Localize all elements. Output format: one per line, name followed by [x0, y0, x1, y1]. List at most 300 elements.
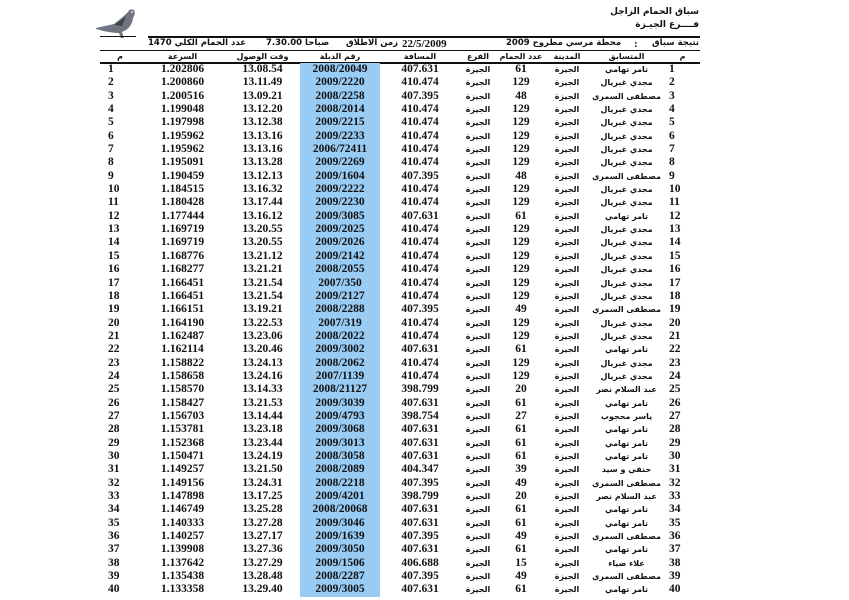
cell-speed: 1.146749 — [160, 503, 205, 516]
table-row — [100, 343, 700, 356]
cell-rank-left: 26 — [108, 396, 120, 409]
cell-branch: الجيزة — [465, 265, 491, 275]
cell-rank-right: 39 — [669, 570, 681, 583]
cell-rank-left: 24 — [108, 369, 120, 382]
cell-rank-left: 7 — [108, 143, 114, 156]
cell-rank-left: 6 — [108, 129, 114, 142]
cell-arrival-time: 13.20.55 — [242, 236, 283, 249]
cell-branch: الجيزة — [465, 78, 491, 88]
cell-rank-right: 30 — [669, 449, 681, 462]
pigeon-logo-icon — [92, 6, 144, 40]
cell-arrival-time: 13.27.28 — [242, 516, 283, 529]
cell-speed: 1.177444 — [160, 209, 205, 222]
cell-arrival-time: 13.21.54 — [242, 276, 283, 289]
column-header-competitor: المتسابق — [608, 52, 645, 61]
cell-distance: 407.631 — [401, 503, 439, 516]
cell-city: الجيزة — [554, 305, 580, 315]
cell-arrival-time: 13.21.12 — [242, 249, 283, 262]
cell-rank-left: 40 — [108, 583, 120, 596]
cell-branch: الجيزة — [465, 91, 491, 101]
cell-speed: 1.135438 — [160, 570, 205, 583]
cell-competitor: مجدي غبريال — [600, 198, 653, 208]
cell-branch: الجيزة — [465, 492, 491, 501]
cell-speed: 1.158822 — [160, 356, 205, 369]
table-row — [100, 263, 700, 276]
cell-city: الجيزة — [554, 345, 580, 355]
cell-distance: 410.474 — [401, 369, 439, 382]
cell-pigeon-count: 129 — [512, 356, 530, 369]
cell-arrival-time: 13.13.28 — [242, 156, 283, 169]
race-station: محطة مرسي مطروح 2009 — [506, 38, 622, 48]
cell-branch: الجيزة — [465, 425, 491, 435]
race-result-label: نتيجة سباق — [652, 38, 699, 48]
cell-city: الجيزة — [554, 331, 580, 341]
cell-ring-number: 2009/1604 — [315, 169, 365, 182]
cell-arrival-time: 13.20.46 — [242, 343, 283, 356]
cell-rank-right: 6 — [669, 129, 675, 142]
cell-pigeon-count: 61 — [515, 396, 527, 409]
table-row — [100, 423, 700, 436]
cell-speed: 1.158570 — [160, 383, 205, 396]
cell-pigeon-count: 129 — [512, 263, 530, 276]
cell-pigeon-count: 129 — [512, 183, 530, 196]
cell-pigeon-count: 129 — [512, 156, 530, 169]
cell-distance: 410.474 — [401, 236, 439, 249]
cell-pigeon-count: 129 — [512, 316, 530, 329]
cell-speed: 1.166451 — [160, 276, 205, 289]
table-row — [100, 290, 700, 303]
cell-branch: الجيزة — [465, 118, 491, 128]
cell-arrival-time: 13.21.54 — [242, 289, 283, 302]
cell-rank-left: 32 — [108, 476, 120, 489]
cell-speed: 1.166151 — [160, 303, 205, 316]
cell-ring-number: 2007/1139 — [315, 369, 365, 382]
cell-branch: الجيزة — [465, 518, 491, 528]
cell-pigeon-count: 61 — [515, 423, 527, 436]
cell-city: الجيزة — [554, 158, 580, 168]
cell-branch: الجيزة — [465, 305, 491, 315]
cell-arrival-time: 13.12.13 — [242, 169, 283, 182]
cell-arrival-time: 13.17.44 — [242, 196, 283, 209]
cell-ring-number: 2008/21127 — [312, 383, 368, 396]
cell-city: الجيزة — [554, 425, 580, 435]
cell-pigeon-count: 129 — [512, 289, 530, 302]
cell-pigeon-count: 129 — [512, 76, 530, 89]
cell-speed: 1.190459 — [160, 169, 205, 182]
cell-rank-right: 13 — [669, 223, 681, 236]
cell-arrival-time: 13.17.25 — [242, 490, 283, 502]
cell-competitor: تامر تهامي — [604, 505, 649, 515]
table-row — [100, 570, 700, 583]
table-row — [100, 170, 700, 183]
cell-arrival-time: 13.24.13 — [242, 356, 283, 369]
cell-rank-right: 2 — [669, 76, 675, 89]
cell-rank-left: 12 — [108, 209, 120, 222]
cell-branch: الجيزة — [465, 371, 491, 381]
cell-ring-number: 2009/4201 — [315, 490, 365, 502]
cell-pigeon-count: 61 — [515, 63, 527, 75]
cell-pigeon-count: 129 — [512, 249, 530, 262]
cell-distance: 410.474 — [401, 276, 439, 289]
cell-competitor: مجدي غبريال — [600, 131, 653, 141]
cell-ring-number: 2009/3013 — [315, 436, 365, 449]
cell-branch: الجيزة — [465, 331, 491, 341]
cell-arrival-time: 13.16.12 — [242, 209, 283, 222]
table-row — [100, 303, 700, 316]
cell-arrival-time: 13.21.21 — [242, 263, 283, 276]
cell-rank-right: 28 — [669, 423, 681, 436]
cell-branch: الجيزة — [465, 131, 491, 141]
cell-rank-right: 29 — [669, 436, 681, 449]
cell-speed: 1.184515 — [160, 183, 205, 196]
cell-arrival-time: 13.23.06 — [242, 329, 283, 342]
cell-rank-right: 14 — [669, 236, 681, 249]
cell-competitor: مجدي غبريال — [600, 265, 653, 275]
table-row — [100, 90, 700, 103]
cell-ring-number: 2009/1506 — [315, 556, 365, 569]
cell-competitor: مصطفى السمري — [592, 478, 661, 488]
cell-speed: 1.162487 — [160, 329, 205, 342]
cell-speed: 1.150471 — [160, 449, 205, 462]
cell-speed: 1.195962 — [160, 129, 205, 142]
table-row — [100, 63, 700, 76]
cell-distance: 410.474 — [401, 103, 439, 116]
cell-city: الجيزة — [554, 131, 580, 141]
cell-pigeon-count: 129 — [512, 143, 530, 156]
column-header-city: المدينة — [553, 52, 581, 61]
release-time: 7.30.00 صباحا — [266, 38, 330, 48]
cell-distance: 410.474 — [401, 356, 439, 369]
cell-pigeon-count: 39 — [515, 463, 527, 476]
cell-branch: الجيزة — [465, 558, 491, 568]
cell-speed: 1.158427 — [160, 396, 205, 409]
cell-branch: الجيزة — [465, 532, 491, 542]
cell-ring-number: 2008/2089 — [315, 463, 365, 476]
cell-branch: الجيزة — [465, 545, 491, 555]
cell-rank-right: 21 — [669, 329, 681, 342]
cell-distance: 410.474 — [401, 289, 439, 302]
column-header-arrival-time: وقت الوصول — [236, 52, 289, 61]
cell-rank-right: 23 — [669, 356, 681, 369]
cell-pigeon-count: 129 — [512, 236, 530, 249]
cell-city: الجيزة — [554, 492, 580, 501]
cell-distance: 407.631 — [401, 543, 439, 556]
cell-ring-number: 2008/2062 — [315, 356, 365, 369]
cell-city: الجيزة — [554, 251, 580, 261]
cell-arrival-time: 13.23.18 — [242, 423, 283, 436]
cell-rank-right: 40 — [669, 583, 681, 596]
cell-ring-number: 2008/2055 — [315, 263, 365, 276]
cell-city: الجيزة — [554, 558, 580, 568]
cell-distance: 407.631 — [401, 209, 439, 222]
cell-speed: 1.137642 — [160, 556, 205, 569]
cell-speed: 1.166451 — [160, 289, 205, 302]
cell-speed: 1.195962 — [160, 143, 205, 156]
cell-branch: الجيزة — [465, 278, 491, 288]
cell-rank-left: 36 — [108, 530, 120, 543]
cell-arrival-time: 13.24.19 — [242, 449, 283, 462]
cell-speed: 1.139908 — [160, 543, 205, 556]
cell-rank-right: 38 — [669, 556, 681, 569]
cell-competitor: تامر تهامي — [604, 65, 649, 74]
cell-branch: الجيزة — [465, 185, 491, 195]
cell-city: الجيزة — [554, 265, 580, 275]
cell-pigeon-count: 61 — [515, 449, 527, 462]
cell-city: الجيزة — [554, 318, 580, 328]
cell-rank-left: 10 — [108, 183, 120, 196]
cell-distance: 410.474 — [401, 329, 439, 342]
table-row — [100, 477, 700, 490]
cell-rank-right: 5 — [669, 116, 675, 129]
cell-ring-number: 2008/20068 — [312, 503, 368, 516]
cell-speed: 1.197998 — [160, 116, 205, 129]
cell-arrival-time: 13.22.53 — [242, 316, 283, 329]
cell-city: الجيزة — [554, 532, 580, 542]
cell-speed: 1.162114 — [161, 343, 204, 356]
cell-ring-number: 2008/2218 — [315, 476, 365, 489]
cell-competitor: عبد السلام نصر — [596, 385, 657, 395]
cell-pigeon-count: 129 — [512, 329, 530, 342]
cell-ring-number: 2009/2222 — [315, 183, 365, 196]
cell-city: الجيزة — [554, 225, 580, 235]
cell-rank-left: 1 — [108, 63, 114, 75]
cell-competitor: مجدي غبريال — [600, 318, 653, 328]
cell-competitor: مجدي غبريال — [600, 105, 653, 115]
cell-speed: 1.200860 — [160, 76, 205, 89]
cell-city: الجيزة — [554, 371, 580, 381]
table-row — [100, 463, 700, 476]
cell-arrival-time: 13.28.48 — [242, 570, 283, 583]
cell-distance: 407.631 — [401, 436, 439, 449]
cell-rank-left: 16 — [108, 263, 120, 276]
cell-speed: 1.149156 — [160, 476, 205, 489]
cell-arrival-time: 13.23.44 — [242, 436, 283, 449]
cell-arrival-time: 13.24.16 — [242, 369, 283, 382]
cell-speed: 1.195091 — [160, 156, 205, 169]
cell-competitor: مجدي غبريال — [600, 371, 653, 381]
table-row — [100, 76, 700, 89]
cell-rank-right: 1 — [669, 63, 675, 75]
cell-competitor: مجدي غبريال — [600, 118, 653, 128]
cell-arrival-time: 13.24.31 — [242, 476, 283, 489]
cell-city: الجيزة — [554, 78, 580, 88]
cell-branch: الجيزة — [465, 171, 491, 181]
cell-distance: 407.631 — [401, 449, 439, 462]
cell-ring-number: 2008/2022 — [315, 329, 365, 342]
cell-pigeon-count: 129 — [512, 223, 530, 236]
cell-rank-left: 22 — [108, 343, 120, 356]
cell-rank-left: 11 — [108, 196, 119, 209]
column-header-pigeon-count: عدد الحمام — [499, 52, 543, 61]
cell-city: الجيزة — [554, 385, 580, 395]
cell-city: الجيزة — [554, 145, 580, 155]
cell-competitor: مجدي غبريال — [600, 358, 653, 368]
cell-distance: 404.347 — [401, 463, 439, 476]
cell-distance: 410.474 — [401, 263, 439, 276]
cell-pigeon-count: 49 — [515, 530, 527, 543]
table-row — [100, 517, 700, 530]
cell-competitor: مجدي غبريال — [600, 185, 653, 195]
cell-distance: 410.474 — [401, 316, 439, 329]
cell-pigeon-count: 20 — [515, 490, 527, 502]
cell-competitor: عبد السلام نصر — [596, 492, 657, 501]
cell-rank-left: 27 — [108, 409, 120, 422]
cell-speed: 1.164190 — [160, 316, 205, 329]
cell-speed: 1.199048 — [160, 103, 205, 116]
cell-branch: الجيزة — [465, 411, 491, 421]
cell-competitor: مجدي غبريال — [600, 291, 653, 301]
cell-distance: 410.474 — [401, 116, 439, 129]
cell-distance: 410.474 — [401, 129, 439, 142]
cell-rank-left: 18 — [108, 289, 120, 302]
cell-rank-right: 35 — [669, 516, 681, 529]
table-row — [100, 450, 700, 463]
cell-rank-right: 18 — [669, 289, 681, 302]
top-rule-left — [100, 36, 136, 37]
cell-distance: 407.395 — [401, 303, 439, 316]
cell-ring-number: 2009/3050 — [315, 543, 365, 556]
cell-competitor: مصطفى السمري — [592, 91, 661, 101]
cell-arrival-time: 13.27.36 — [242, 543, 283, 556]
cell-ring-number: 2009/4793 — [315, 409, 365, 422]
cell-competitor: مجدي غبريال — [600, 331, 653, 341]
cell-ring-number: 2008/2258 — [315, 89, 365, 102]
table-row — [100, 143, 700, 156]
cell-rank-right: 25 — [669, 383, 681, 396]
cell-city: الجيزة — [554, 451, 580, 461]
table-row — [100, 116, 700, 129]
cell-ring-number: 2008/2287 — [315, 570, 365, 583]
cell-ring-number: 2007/350 — [318, 276, 362, 289]
cell-pigeon-count: 27 — [515, 409, 527, 422]
cell-city: الجيزة — [554, 185, 580, 195]
cell-pigeon-count: 61 — [515, 503, 527, 516]
cell-arrival-time: 13.08.54 — [242, 63, 283, 75]
cell-rank-right: 8 — [669, 156, 675, 169]
table-row — [100, 383, 700, 396]
cell-ring-number: 2007/319 — [318, 316, 362, 329]
table-row — [100, 530, 700, 543]
cell-city: الجيزة — [554, 411, 580, 421]
cell-ring-number: 2009/1639 — [315, 530, 365, 543]
cell-arrival-time: 13.27.17 — [242, 530, 283, 543]
results-table — [100, 63, 700, 597]
cell-ring-number: 2009/3002 — [315, 343, 365, 356]
cell-distance: 398.799 — [401, 383, 439, 396]
cell-speed: 1.180428 — [160, 196, 205, 209]
cell-ring-number: 2009/2025 — [315, 223, 365, 236]
cell-arrival-time: 13.27.29 — [242, 556, 283, 569]
table-row — [100, 236, 700, 249]
cell-competitor: تامر تهامي — [604, 398, 649, 408]
cell-rank-right: 3 — [669, 89, 675, 102]
cell-distance: 407.631 — [401, 396, 439, 409]
cell-rank-left: 34 — [108, 503, 120, 516]
table-row — [100, 223, 700, 236]
cell-arrival-time: 13.11.49 — [242, 76, 283, 89]
cell-distance: 410.474 — [401, 249, 439, 262]
cell-branch: الجيزة — [465, 398, 491, 408]
table-row — [100, 490, 700, 503]
cell-city: الجيزة — [554, 478, 580, 488]
cell-ring-number: 2008/2288 — [315, 303, 365, 316]
cell-rank-left: 29 — [108, 436, 120, 449]
cell-distance: 407.631 — [401, 343, 439, 356]
cell-branch: الجيزة — [465, 65, 491, 74]
cell-competitor: تامر تهامي — [604, 345, 649, 355]
cell-pigeon-count: 61 — [515, 516, 527, 529]
cell-city: الجيزة — [554, 278, 580, 288]
cell-rank-left: 28 — [108, 423, 120, 436]
cell-speed: 1.152368 — [160, 436, 205, 449]
cell-pigeon-count: 48 — [515, 89, 527, 102]
table-row — [100, 183, 700, 196]
cell-city: الجيزة — [554, 465, 580, 475]
cell-pigeon-count: 129 — [512, 196, 530, 209]
cell-city: الجيزة — [554, 118, 580, 128]
cell-rank-right: 17 — [669, 276, 681, 289]
cell-city: الجيزة — [554, 545, 580, 555]
cell-competitor: تامر تهامي — [604, 451, 649, 461]
cell-ring-number: 2009/2230 — [315, 196, 365, 209]
cell-speed: 1.169719 — [160, 236, 205, 249]
cell-competitor: مجدي غبريال — [600, 225, 653, 235]
cell-city: الجيزة — [554, 572, 580, 582]
cell-rank-left: 14 — [108, 236, 120, 249]
cell-competitor: مجدي غبريال — [600, 78, 653, 88]
column-header-distance: المسافة — [403, 52, 437, 61]
cell-rank-right: 9 — [669, 169, 675, 182]
cell-branch: الجيزة — [465, 211, 491, 221]
cell-branch: الجيزة — [465, 291, 491, 301]
cell-rank-left: 23 — [108, 356, 120, 369]
cell-rank-left: 37 — [108, 543, 120, 556]
cell-competitor: حنفي و سيد — [601, 465, 652, 475]
cell-branch: الجيزة — [465, 345, 491, 355]
table-row — [100, 156, 700, 169]
cell-rank-right: 4 — [669, 103, 675, 116]
cell-distance: 407.395 — [401, 169, 439, 182]
cell-competitor: تامر تهامي — [604, 585, 649, 595]
cell-ring-number: 2009/2142 — [315, 249, 365, 262]
cell-pigeon-count: 61 — [515, 209, 527, 222]
cell-rank-right: 20 — [669, 316, 681, 329]
table-row — [100, 103, 700, 116]
table-row — [100, 437, 700, 450]
cell-competitor: مصطفى السمري — [592, 532, 661, 542]
organization-heading — [610, 6, 699, 32]
cell-distance: 407.395 — [401, 89, 439, 102]
cell-pigeon-count: 61 — [515, 583, 527, 596]
cell-arrival-time: 13.13.16 — [242, 129, 283, 142]
cell-pigeon-count: 15 — [515, 556, 527, 569]
cell-city: الجيزة — [554, 211, 580, 221]
cell-ring-number: 2008/2014 — [315, 103, 365, 116]
cell-arrival-time: 13.21.53 — [242, 396, 283, 409]
cell-ring-number: 2009/2127 — [315, 289, 365, 302]
table-row — [100, 130, 700, 143]
cell-distance: 406.688 — [401, 556, 439, 569]
table-row — [100, 317, 700, 330]
cell-rank-right: 32 — [669, 476, 681, 489]
cell-rank-left: 35 — [108, 516, 120, 529]
cell-city: الجيزة — [554, 238, 580, 248]
cell-distance: 407.631 — [401, 63, 439, 75]
table-row — [100, 410, 700, 423]
cell-branch: الجيزة — [465, 251, 491, 261]
cell-city: الجيزة — [554, 398, 580, 408]
cell-arrival-time: 13.19.21 — [242, 303, 283, 316]
